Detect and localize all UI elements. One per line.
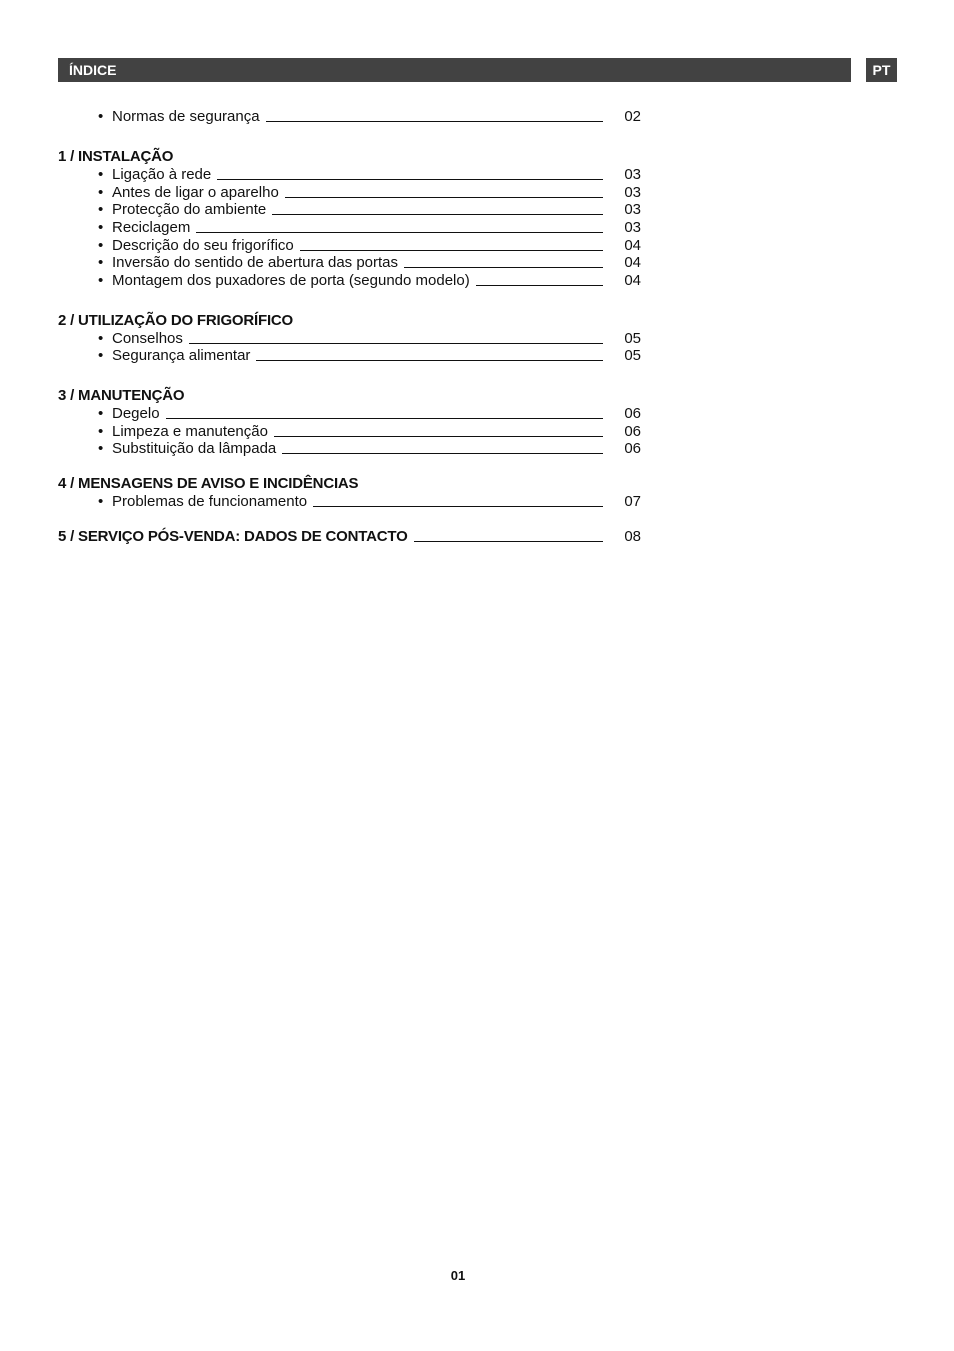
- leader-line: [274, 436, 603, 437]
- toc-entry-label: Montagem dos puxadores de porta (segundo modelo): [112, 272, 470, 289]
- bullet-icon: •: [98, 237, 104, 254]
- toc-entry[interactable]: [58, 184, 641, 202]
- toc-entry[interactable]: [58, 405, 641, 423]
- bullet-icon: •: [98, 347, 104, 364]
- toc-entry[interactable]: [58, 201, 641, 219]
- toc-entry-page: 08: [624, 528, 641, 545]
- leader-line: [189, 343, 603, 344]
- toc-entry[interactable]: [58, 166, 641, 184]
- section-title-3[interactable]: 3 / MANUTENÇÃO: [58, 387, 185, 404]
- bullet-icon: •: [98, 219, 104, 236]
- bullet-icon: •: [98, 166, 104, 183]
- language-badge: PT: [866, 58, 897, 82]
- toc-entry[interactable]: [58, 330, 641, 348]
- toc-entry-page: 06: [624, 405, 641, 422]
- toc-entry-label: Inversão do sentido de abertura das portas: [112, 254, 399, 271]
- toc-entry-label: Protecção do ambiente: [112, 201, 267, 218]
- section-title-4[interactable]: 4 / MENSAGENS DE AVISO E INCIDÊNCIAS: [58, 475, 359, 492]
- toc-entry-intro[interactable]: [58, 108, 641, 126]
- leader-line: [266, 121, 603, 122]
- leader-line: [476, 285, 603, 286]
- leader-line: [414, 541, 603, 542]
- bullet-icon: •: [98, 108, 104, 125]
- page-number: 01: [450, 1268, 466, 1283]
- bullet-icon: •: [98, 405, 104, 422]
- leader-line: [285, 197, 603, 198]
- toc-entry[interactable]: [58, 347, 641, 365]
- leader-line: [196, 232, 603, 233]
- leader-line: [282, 453, 603, 454]
- toc-entry[interactable]: [58, 440, 641, 458]
- toc-entry-label: Normas de segurança: [112, 108, 260, 125]
- toc-entry[interactable]: [58, 272, 641, 290]
- toc-entry-page: 03: [624, 166, 641, 183]
- toc-entry-page: 04: [624, 272, 641, 289]
- toc-entry-page: 04: [624, 237, 641, 254]
- toc-entry[interactable]: [58, 423, 641, 441]
- section-title-5: 5 / SERVIÇO PÓS-VENDA: DADOS DE CONTACTO: [58, 528, 408, 545]
- bullet-icon: •: [98, 201, 104, 218]
- leader-line: [404, 267, 603, 268]
- section-title-1[interactable]: 1 / INSTALAÇÃO: [58, 148, 174, 165]
- toc-entry-page: 05: [624, 347, 641, 364]
- leader-line: [217, 179, 603, 180]
- bullet-icon: •: [98, 184, 104, 201]
- toc-entry-page: 02: [624, 108, 641, 125]
- toc-entry[interactable]: [58, 219, 641, 237]
- toc-entry-label: Descrição do seu frigorífico: [112, 237, 294, 254]
- toc-entry-page: 04: [624, 254, 641, 271]
- bullet-icon: •: [98, 493, 104, 510]
- bullet-icon: •: [98, 440, 104, 457]
- section-title-2[interactable]: 2 / UTILIZAÇÃO DO FRIGORÍFICO: [58, 312, 294, 329]
- bullet-icon: •: [98, 423, 104, 440]
- header-title: ÍNDICE: [69, 62, 117, 78]
- toc-entry-page: 05: [624, 330, 641, 347]
- toc-entry-label: Conselhos: [112, 330, 183, 347]
- bullet-icon: •: [98, 254, 104, 271]
- leader-line: [300, 250, 603, 251]
- toc-entry-label: Segurança alimentar: [112, 347, 251, 364]
- toc-entry[interactable]: [58, 254, 641, 272]
- toc-entry-page: 07: [624, 493, 641, 510]
- toc-entry-label: Reciclagem: [112, 219, 191, 236]
- leader-line: [272, 214, 603, 215]
- bullet-icon: •: [98, 272, 104, 289]
- toc-entry-page: 03: [624, 184, 641, 201]
- toc-entry-page: 06: [624, 423, 641, 440]
- toc-entry-label: Problemas de funcionamento: [112, 493, 308, 510]
- toc-entry-page: 06: [624, 440, 641, 457]
- leader-line: [166, 418, 603, 419]
- leader-line: [313, 506, 603, 507]
- leader-line: [256, 360, 603, 361]
- toc-entry[interactable]: [58, 237, 641, 255]
- toc-entry[interactable]: [58, 493, 641, 511]
- toc-entry-page: 03: [624, 219, 641, 236]
- toc-entry-section-5[interactable]: [58, 528, 641, 546]
- toc-entry-label: Substituição da lâmpada: [112, 440, 277, 457]
- toc-entry-page: 03: [624, 201, 641, 218]
- bullet-icon: •: [98, 330, 104, 347]
- toc-entry-label: Degelo: [112, 405, 160, 422]
- toc-entry-label: Ligação à rede: [112, 166, 212, 183]
- toc-entry-label: Antes de ligar o aparelho: [112, 184, 279, 201]
- toc-entry-label: Limpeza e manutenção: [112, 423, 268, 440]
